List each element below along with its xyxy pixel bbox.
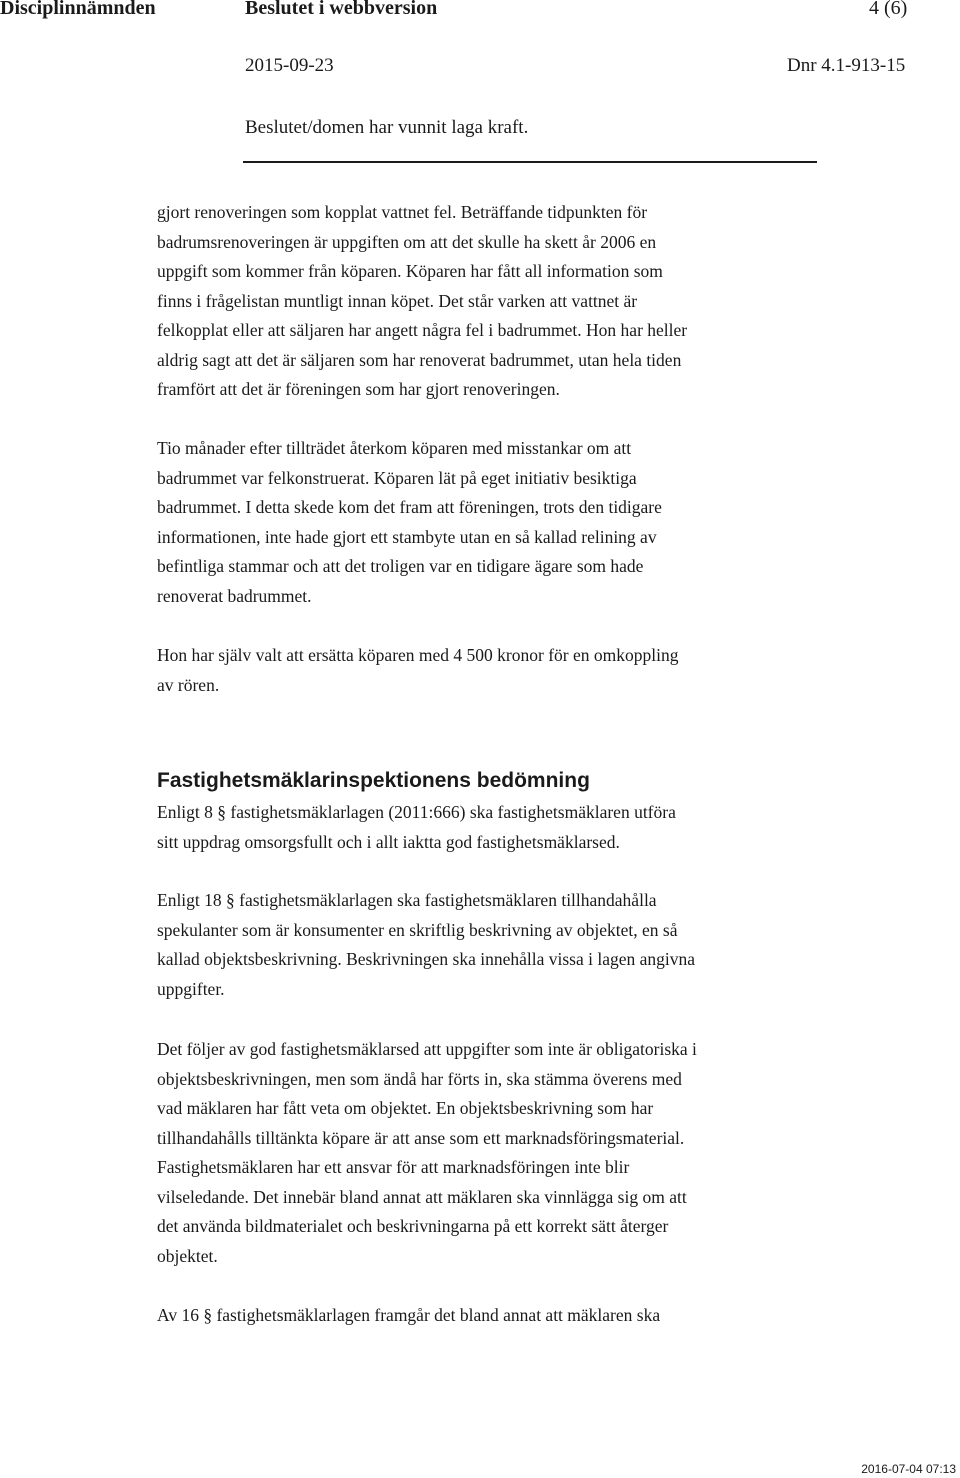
section-paragraph-2 — [157, 886, 695, 1004]
section-paragraph-4 — [157, 1301, 660, 1331]
section-paragraph-1 — [157, 798, 676, 857]
text-line: badrummet var felkonstruerat. Köparen lät på eget initiativ besiktiga — [157, 467, 637, 488]
text-line: vilseledande. Det innebär bland annat att mäklaren ska vinnlägga sig om att — [157, 1186, 687, 1207]
footer-timestamp: 2016-07-04 07:13 — [861, 1462, 956, 1476]
text-line: badrummet. I detta skede kom det fram att föreningen, trots den tidigare — [157, 497, 662, 517]
text-line: vad mäklaren har fått veta om objektet. En objektsbeskrivning som har — [157, 1098, 654, 1118]
section-paragraph-3 — [157, 1035, 697, 1271]
text-line: felkopplat eller att säljaren har angett några fel i badrummet. Hon har heller — [157, 320, 688, 340]
text-line: framfört att det är föreningen som har gjort renoveringen. — [157, 379, 560, 399]
text-line: Fastighetsmäklaren har ett ansvar för att marknadsföringen inte blir — [157, 1157, 630, 1177]
text-line: objektsbeskrivningen, men som ändå har förts in, ska stämma överens med — [157, 1068, 682, 1089]
text-line: befintliga stammar och att det troligen var en tidigare ägare som hade — [157, 556, 644, 576]
text-line: Av 16 § fastighetsmäklarlagen framgår det bland annat att mäklaren ska — [157, 1305, 661, 1325]
text-line: finns i frågelistan muntligt innan köpet. Det står varken att vattnet är — [157, 290, 638, 311]
text-line: det använda bildmaterialet och beskrivningarna på ett korrekt sätt återger — [157, 1216, 669, 1236]
text-line: sitt uppdrag omsorgsfullt och i allt iaktta god fastighetsmäklarsed. — [157, 831, 620, 852]
text-line: objektet. — [157, 1245, 218, 1266]
text-line: av rören. — [157, 674, 220, 695]
text-line: tillhandahålls tilltänkta köpare är att anse som ett marknadsföringsmaterial. — [157, 1127, 685, 1148]
text-line: Tio månader efter tillträdet återkom köparen med misstankar om att — [157, 438, 632, 458]
text-line: informationen, inte hade gjort ett stambyte utan en så kallad relining av — [157, 526, 657, 547]
text-line: uppgift som kommer från köparen. Köparen har fått all information som — [157, 261, 663, 281]
text-line: uppgifter. — [157, 978, 225, 999]
header-divider — [243, 161, 817, 163]
text-line: renoverat badrummet. — [157, 585, 312, 606]
text-line: badrumsrenoveringen är uppgiften om att det skulle ha skett år 2006 en — [157, 231, 657, 252]
body-paragraph-3 — [157, 641, 678, 700]
text-line: kallad objektsbeskrivning. Beskrivningen ska innehålla vissa i lagen angivna — [157, 949, 696, 969]
page-indicator: 4 (6) — [869, 0, 908, 19]
header-org-name: Disciplinnämnden — [0, 0, 156, 19]
text-line: aldrig sagt att det är säljaren som har renoverat badrummet, utan hela tiden — [157, 349, 682, 370]
body-paragraph-2 — [157, 434, 662, 611]
text-line: Enligt 8 § fastighetsmäklarlagen (2011:666) ska fastighetsmäklaren utföra — [157, 802, 676, 822]
header-document-type: Beslutet i webbversion — [245, 0, 438, 19]
legal-status: Beslutet/domen har vunnit laga kraft. — [245, 117, 529, 138]
decision-date: 2015-09-23 — [245, 55, 334, 76]
body-paragraph-1 — [157, 198, 687, 405]
text-line: Det följer av god fastighetsmäklarsed att uppgifter som inte är obligatoriska i — [157, 1039, 697, 1059]
text-line: Enligt 18 § fastighetsmäklarlagen ska fastighetsmäklaren tillhandahålla — [157, 890, 657, 910]
section-heading: Fastighetsmäklarinspektionens bedömning — [157, 769, 590, 792]
case-number: Dnr 4.1-913-15 — [787, 55, 906, 76]
text-line: gjort renoveringen som kopplat vattnet fel. Beträffande tidpunkten för — [157, 202, 648, 222]
text-line: Hon har själv valt att ersätta köparen med 4 500 kronor för en omkoppling — [157, 645, 679, 665]
text-line: spekulanter som är konsumenter en skriftlig beskrivning av objektet, en så — [157, 919, 678, 940]
